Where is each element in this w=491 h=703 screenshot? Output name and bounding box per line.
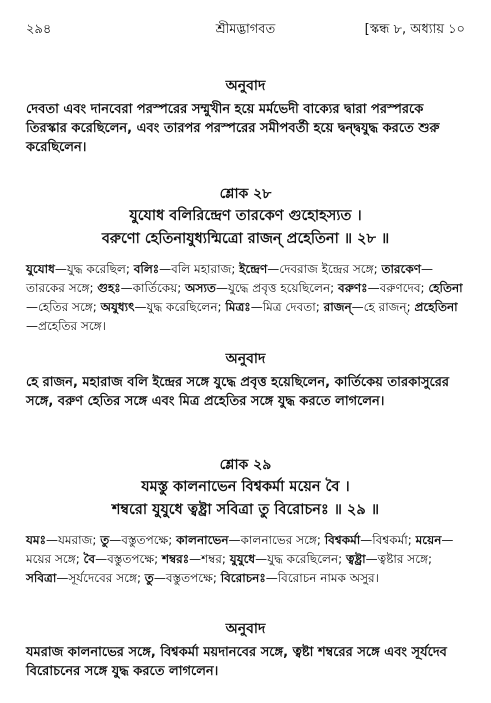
synonym-meaning: যুদ্ধ করেছিলেন [267,552,339,566]
synonym-meaning: বিরোচন নামক অসুর [277,571,375,585]
synonym-word: যুযোধ [26,262,55,276]
synonym-meaning: মিত্র দেবতা [262,300,316,314]
synonym-word: ত্বষ্ট্রা [346,552,366,566]
verse-28-line-1: যুযোধ বলিরিন্দ্রেণ তারকেণ গুহোহস্যত । [129,208,362,224]
translation-heading-3: অনুবাদ [225,621,266,637]
verse-29-line-1: যমস্তু কালনাভেন বিশ্বকর্মা ময়েন বৈ । [141,479,350,495]
verse-28-heading: শ্লোক ২৮ [219,186,272,202]
verse-28-line-2: বরুণো হেতিনাযুধ্যন্মিত্রো রাজন্ প্রহেতিনা ॥ ২৮ ॥ [101,231,390,247]
book-title: শ্রীমদ্ভাগবত [215,22,276,37]
synonym-meaning: তারকের সঙ্গে [26,281,90,295]
synonym-word: তু [100,533,110,547]
synonym-word: ময়েন [415,533,442,547]
synonym-word: প্রহেতিনা [414,300,458,314]
synonym-meaning: বস্তুতপক্ষে [165,571,213,585]
synonym-meaning: দেবরাজ ইন্দ্রের সঙ্গে [279,262,374,276]
translation-heading-2: অনুবাদ [225,351,266,367]
synonym-meaning: ময়ের সঙ্গে [26,552,76,566]
synonym-word: কালনাভেন [176,533,229,547]
synonym-word: অস্যত [185,281,216,295]
synonym-meaning: বস্তুতপক্ষে [107,552,155,566]
synonym-meaning: যুদ্ধে প্রবৃত্ত হয়েছিলেন [227,281,331,295]
synonym-meaning: বস্তুতপক্ষে [121,533,169,547]
verse-29 [0,476,491,522]
verse-29-heading: শ্লোক ২৯ [219,457,272,473]
synonym-word: রাজন্ [323,300,352,314]
translation-text-2: হে রাজন, মহারাজ বলি ইন্দ্রের সঙ্গে যুদ্ধে প্রবৃত্ত হয়েছিলেন, কার্তিকেয় তারকাসুরের সঙ্গে, বরুণ হেতির সঙ্গে এবং মিত্র প্রহেতির সঙ্গে যুদ্ধ করতে লাগলেন। [26,375,450,409]
synonym-word: বিশ্বকর্মা [324,533,361,547]
translation-text-3: যমরাজ কালনাভের সঙ্গে, বিশ্বকর্মা ময়দানবের সঙ্গে, ত্বষ্টা শম্বরের সঙ্গে এবং সূর্যদেব বিরোচনের সঙ্গে যুদ্ধ করতে লাগলেন। [26,645,447,679]
synonym-meaning: হে রাজন্ [363,300,407,314]
synonym-meaning: হেতির সঙ্গে [38,300,93,314]
synonym-meaning: কালনাভের সঙ্গে [240,533,317,547]
verse-29-line-2: শম্বরো যুযুধে ত্বষ্ট্রা সবিত্রা তু বিরোচনঃ ॥ ২৯ ॥ [111,502,380,518]
synonym-word: বিরোচনঃ [220,571,266,585]
synonym-word: যুযুধে [229,552,256,566]
page-header [26,20,465,40]
page-number: ২৯৪ [26,22,52,37]
verse-28 [0,205,491,251]
synonym-meaning: প্রহেতির সঙ্গে [38,319,102,333]
synonym-word: ইন্দ্রেণ [239,262,268,276]
synonym-word: সবিত্রা [26,571,57,585]
translation-text-1: দেবতা এবং দানবেরা পরস্পরের সম্মুখীন হয়ে মর্মভেদী বাক্যের দ্বারা পরস্পরকে তিরস্কার করেছিলেন, এবং তারপর পরস্পরের সমীপবর্তী হয়ে দ্বন্দ্বযুদ্ধ করতে শুরু করেছিলেন। [26,102,440,155]
synonym-meaning: ত্বষ্টার সঙ্গে [377,552,429,566]
synonym-word: যমঃ [26,533,46,547]
synonym-word: অযুধ্যৎ [100,300,135,314]
synonym-word: তু [144,571,154,585]
synonym-meaning: যমরাজ [57,533,93,547]
synonym-word: গুহঃ [97,281,121,295]
synonym-meaning: যুদ্ধ করেছিল [66,262,126,276]
synonym-word: বৈ [83,552,96,566]
synonym-meaning: সূর্যদেবের সঙ্গে [68,571,137,585]
synonyms-28: যুযোধ—যুদ্ধ করেছিল; বলিঃ—বলি মহারাজ; ইন্দ্রেণ—দেবরাজ ইন্দ্রের সঙ্গে; তারকেণ—তারকের সঙ্গে; গুহঃ—কার্তিকেয়; অস্যত—যুদ্ধে প্রবৃত্ত হয়েছিলেন; বরুণঃ—বরুণদেব; হেতিনা—হেতির সঙ্গে; অযুধ্যৎ—যুদ্ধ করেছিলেন; মিত্রঃ—মিত্র দেবতা; রাজন্—হে রাজন্; প্রহেতিনা—প্রহেতির সঙ্গে। [26,262,463,333]
translation-heading-1: অনুবাদ [225,78,266,94]
synonym-word: বরুণঃ [338,281,368,295]
synonym-word: শম্বরঃ [161,552,190,566]
synonyms-29: যমঃ—যমরাজ; তু—বস্তুতপক্ষে; কালনাভেন—কালনাভের সঙ্গে; বিশ্বকর্মা—বিশ্বকর্মা; ময়েন—ময়ের সঙ্গে; বৈ—বস্তুতপক্ষে; শম্বরঃ—শম্বর; যুযুধে—যুদ্ধ করেছিলেন; ত্বষ্ট্রা—ত্বষ্টার সঙ্গে; সবিত্রা—সূর্যদেবের সঙ্গে; তু—বস্তুতপক্ষে; বিরোচনঃ—বিরোচন নামক অসুর। [26,533,454,585]
synonym-meaning: কার্তিকেয় [132,281,178,295]
synonym-meaning: বরুণদেব [379,281,421,295]
synonym-meaning: বিশ্বকর্মা [372,533,408,547]
synonym-meaning: যুদ্ধ করেছিলেন [146,300,218,314]
synonym-meaning: শম্বর [201,552,222,566]
synonym-word: মিত্রঃ [225,300,251,314]
canto-chapter-label: [স্কন্ধ ৮, অধ্যায় ১০ [364,22,465,37]
synonym-word: তারকেণ [381,262,422,276]
synonym-word: বলিঃ [133,262,160,276]
synonym-meaning: বলি মহারাজ [171,262,232,276]
synonym-word: হেতিনা [428,281,463,295]
